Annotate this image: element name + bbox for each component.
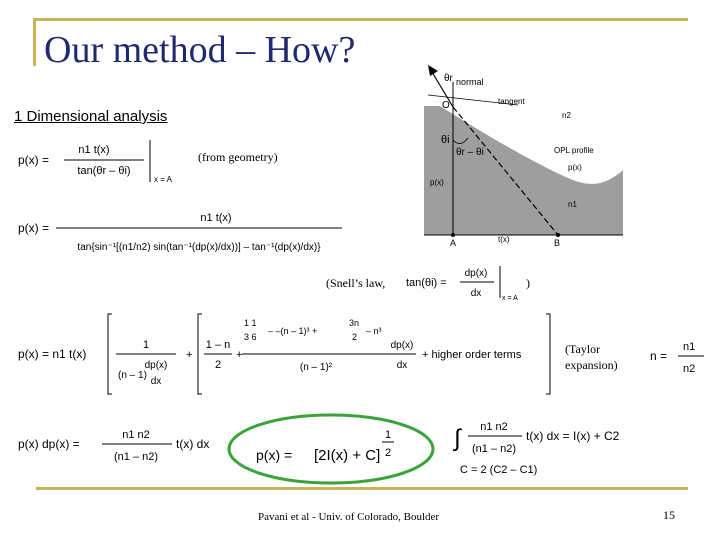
eq4-rhs: t(x) dx — [176, 437, 210, 451]
eq2-numerator: n1 t(x) — [200, 212, 232, 224]
eq3-right-bracket — [546, 314, 550, 394]
note-taylor-line2: expansion) — [565, 358, 618, 372]
equation-n-definition — [648, 338, 708, 378]
integral-numerator: n1 n2 — [480, 421, 508, 433]
top-rule — [33, 18, 688, 21]
eq3-term1-den-b: dx — [150, 376, 162, 387]
eq2-denominator: tan{sin⁻¹[(n1/n2) sin(tan⁻¹(dp(x)/dx))] – tan⁻¹(dp(x)/dx)} — [77, 242, 321, 253]
eq3-term1-den-prefix: (n – 1) — [118, 370, 147, 381]
eq1-numerator: n1 t(x) — [78, 144, 110, 156]
note-taylor-line1: (Taylor — [565, 342, 601, 356]
snell-numerator: dp(x) — [464, 268, 488, 279]
eq2-lhs: p(x) = — [18, 221, 50, 235]
eq3-term2-den: 2 — [214, 359, 222, 371]
equation-taylor — [16, 306, 556, 396]
eq3-tail: + higher order terms — [422, 349, 522, 361]
eq4-denominator: (n1 – n2) — [113, 451, 159, 463]
note-snells-law: (Snell’s law, — [326, 276, 386, 290]
snell-denominator: dx — [470, 288, 482, 299]
label-tx: t(x) — [498, 235, 510, 244]
label-theta-i: θi — [441, 134, 450, 146]
section-heading: 1 Dimensional analysis — [14, 108, 168, 125]
equation-snell — [404, 264, 529, 304]
snell-lhs: tan(θi) = — [406, 277, 447, 289]
equation-result-highlight — [226, 412, 436, 486]
result-body: [2I(x) + C] — [314, 447, 381, 464]
snell-subscript: x = A — [502, 295, 518, 302]
eq3-right-den: dx — [396, 360, 408, 371]
label-o: O — [442, 100, 450, 111]
equation-separable — [16, 424, 216, 468]
page-number: 15 — [663, 508, 675, 522]
eq3-term2-num: 1 – n — [205, 339, 231, 351]
label-a: A — [450, 238, 457, 248]
integral-rhs: t(x) dx = I(x) + C2 — [526, 429, 620, 443]
eq3-term3-num: 3n — [349, 318, 360, 328]
footer-text: Pavani et al - Univ. of Colorado, Boulder — [258, 511, 440, 523]
eq3-right-num: dp(x) — [390, 340, 414, 351]
integral-denominator: (n1 – n2) — [471, 443, 517, 455]
point-b — [556, 233, 560, 237]
label-n1: n1 — [568, 200, 577, 209]
result-lhs: p(x) = — [256, 447, 293, 463]
eq3-term1-num: 1 — [142, 339, 150, 351]
label-theta-r: θr — [444, 73, 453, 84]
n-def-num: n1 — [683, 341, 696, 353]
result-exponent-num: 1 — [384, 429, 392, 441]
n-def-lhs: n = — [650, 349, 668, 363]
eq1-subscript: x = A — [154, 175, 173, 184]
geometry-diagram — [418, 60, 628, 250]
label-px-right: p(x) — [568, 163, 582, 172]
eq3-plus-2: + — [236, 349, 243, 361]
eq3-left-bracket — [108, 314, 112, 394]
n-def-den: n2 — [683, 363, 696, 375]
note-snells-close: ) — [526, 276, 530, 290]
integral-sign: ∫ — [454, 425, 461, 452]
eq3-term3-den: 2 — [352, 332, 358, 342]
note-from-geometry: (from geometry) — [198, 150, 278, 164]
slide-title: Our method – How? — [44, 29, 356, 71]
lens-profile-fill — [424, 106, 623, 235]
eq3-term3-lower: 3 6 — [244, 332, 257, 342]
bottom-rule — [36, 487, 688, 490]
label-tangent: tangent — [498, 97, 525, 106]
label-theta-diff: θr – θi — [456, 147, 484, 158]
point-a — [451, 233, 455, 237]
eq3-inner-bracket — [198, 314, 202, 394]
eq3-term3-den-full: (n – 1)² — [299, 362, 333, 373]
eq4-numerator: n1 n2 — [122, 429, 150, 441]
eq3-lhs: p(x) = n1 t(x) — [18, 347, 87, 361]
equation-geometry — [16, 138, 191, 188]
label-px-left: p(x) — [430, 178, 444, 187]
eq1-lhs: p(x) = — [18, 153, 50, 167]
label-b: B — [554, 238, 561, 248]
eq3-term3-mid: – –(n – 1)³ + — [268, 326, 318, 336]
label-opl-profile: OPL profile — [554, 146, 594, 155]
eq3-term3-top: 1 1 — [244, 318, 257, 328]
result-exponent-den: 2 — [384, 447, 392, 459]
equation-integral — [452, 414, 652, 462]
left-rule — [33, 18, 36, 66]
eq4-lhs: p(x) dp(x) = — [18, 437, 80, 451]
eq1-denominator: tan(θr – θi) — [77, 165, 131, 177]
eq3-term3-tail: – n³ — [366, 326, 382, 336]
note-constant: C = 2 (C2 – C1) — [460, 464, 538, 476]
label-normal: normal — [456, 77, 484, 87]
label-n2: n2 — [562, 111, 571, 120]
equation-tan-expression — [16, 208, 346, 270]
eq3-term1-den-a: dp(x) — [144, 360, 168, 371]
eq3-plus: + — [186, 349, 193, 361]
